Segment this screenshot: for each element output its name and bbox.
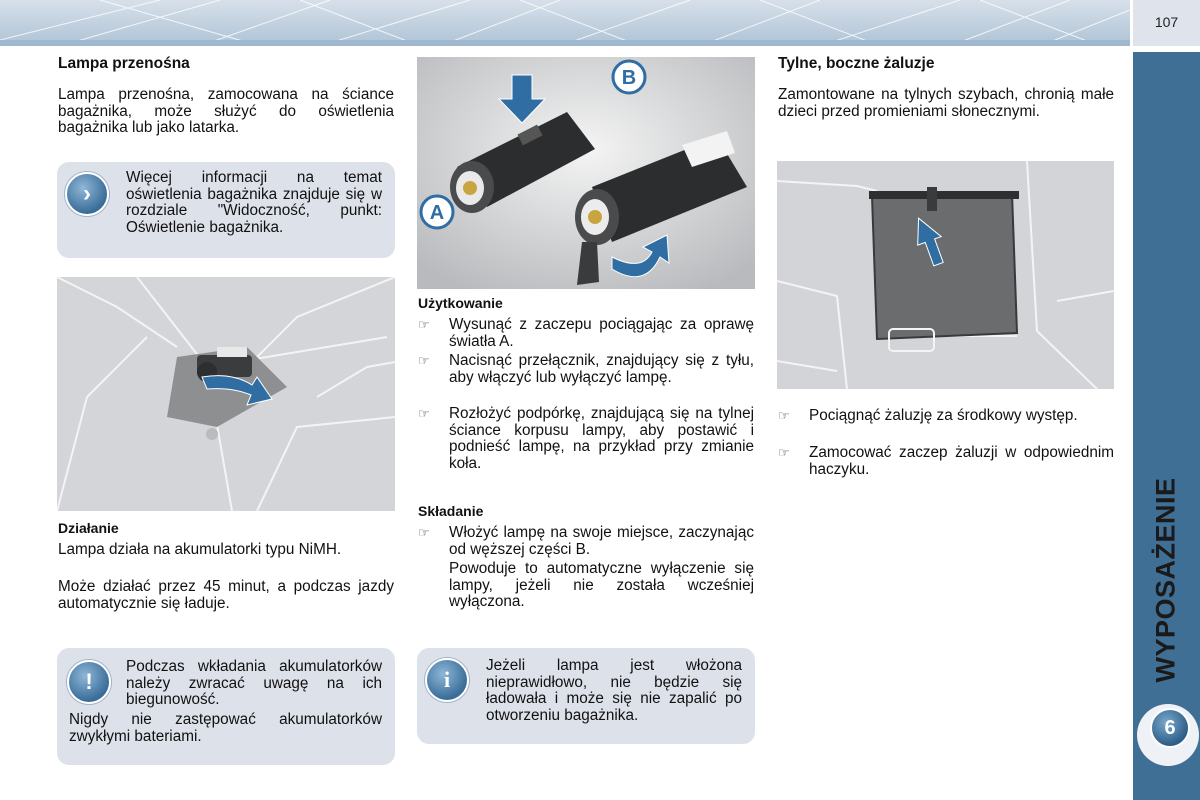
info-note-lighting-text: Więcej informacji na temat oświetlenia bagażnika znajduje się w rozdziale "Widoczność, punkt: Oświetlenie bagażnika.	[126, 169, 382, 236]
portable-lamp-image	[417, 57, 755, 289]
pointing-hand-icon: ☞	[778, 408, 790, 423]
chapter-title: WYPOSAŻENIE	[1150, 477, 1181, 683]
use-item-1: Wysunąć z zaczepu pociągając za oprawę światła A.	[449, 316, 754, 350]
fold-list	[418, 525, 754, 615]
chevron-right-icon: ›	[65, 172, 109, 216]
list-item	[418, 353, 754, 405]
list-item	[418, 525, 754, 559]
blinds-item-2: Zamocować zaczep żaluzji w odpowiednim haczyku.	[809, 444, 1114, 478]
operation-heading: Działanie	[58, 520, 119, 536]
info-note-lighting	[57, 162, 395, 258]
fold-item: Włożyć lampę na swoje miejsce, zaczynając od węższej części B.	[449, 524, 754, 558]
section-title-portable-lamp: Lampa przenośna	[58, 55, 190, 72]
operation-text-2: Może działać przez 45 minut, a podczas jazdy automatycznie się ładuje.	[58, 578, 394, 612]
section-title-blinds: Tylne, boczne żaluzje	[778, 55, 935, 72]
pointing-hand-icon: ☞	[778, 445, 790, 460]
pointing-hand-icon: ☞	[418, 317, 430, 332]
chapter-side-band	[1133, 52, 1200, 800]
pointing-hand-icon: ☞	[418, 406, 430, 421]
exclamation-icon: !	[67, 660, 111, 704]
list-item	[778, 445, 1114, 479]
info-icon: i	[425, 658, 469, 702]
use-heading: Użytkowanie	[418, 295, 503, 311]
boot-lamp-location-image	[57, 277, 395, 511]
use-list	[418, 317, 754, 477]
fold-heading: Składanie	[418, 503, 484, 519]
list-item	[418, 406, 754, 476]
blinds-item-1: Pociągnąć żaluzję za środkowy występ.	[809, 407, 1078, 424]
header-band	[0, 0, 1130, 46]
chapter-number-badge: 6	[1150, 708, 1190, 748]
rear-blind-image	[777, 161, 1114, 389]
warning-text-2: Nigdy nie zastępować akumulatorków zwykłymi bateriami.	[69, 711, 382, 745]
blinds-list	[778, 408, 1114, 480]
warning-note-batteries	[57, 648, 395, 765]
info-note-charging	[417, 648, 755, 744]
info-note-charging-text: Jeżeli lampa jest włożona nieprawidłowo, nie będzie się ładowała i może się nie zapalić po otworzeniu bagażnika.	[486, 657, 742, 724]
use-item-3: Rozłożyć podpórkę, znajdującą się na tylnej ściance korpusu lampy, aby postawić i podnieść lampę, na przykład przy zmianie koła.	[449, 405, 754, 472]
pointing-hand-icon: ☞	[418, 353, 430, 368]
warning-text-1: Podczas wkładania akumulatorków należy zwracać uwagę na ich biegunowość.	[126, 658, 382, 708]
label-b: B	[621, 67, 637, 89]
use-item-2: Nacisnąć przełącznik, znajdujący się z tyłu, aby włączyć lub wyłączyć lampę.	[449, 352, 754, 386]
label-a: A	[429, 202, 445, 224]
page-number: 107	[1154, 14, 1179, 30]
blinds-intro: Zamontowane na tylnych szybach, chronią małe dzieci przed promieniami słonecznymi.	[778, 86, 1114, 120]
operation-text-1: Lampa działa na akumulatorki typu NiMH.	[58, 541, 342, 558]
fold-followup: Powoduje to automatyczne wyłączenie się lampy, jeżeli nie została wcześniej wyłączona.	[449, 560, 754, 610]
pointing-hand-icon: ☞	[418, 525, 430, 540]
list-item	[778, 408, 1114, 442]
list-item	[418, 317, 754, 351]
portable-lamp-intro: Lampa przenośna, zamocowana na ściance bagażnika, może służyć do oświetlenia bagażnika lub jako latarka.	[58, 86, 394, 136]
